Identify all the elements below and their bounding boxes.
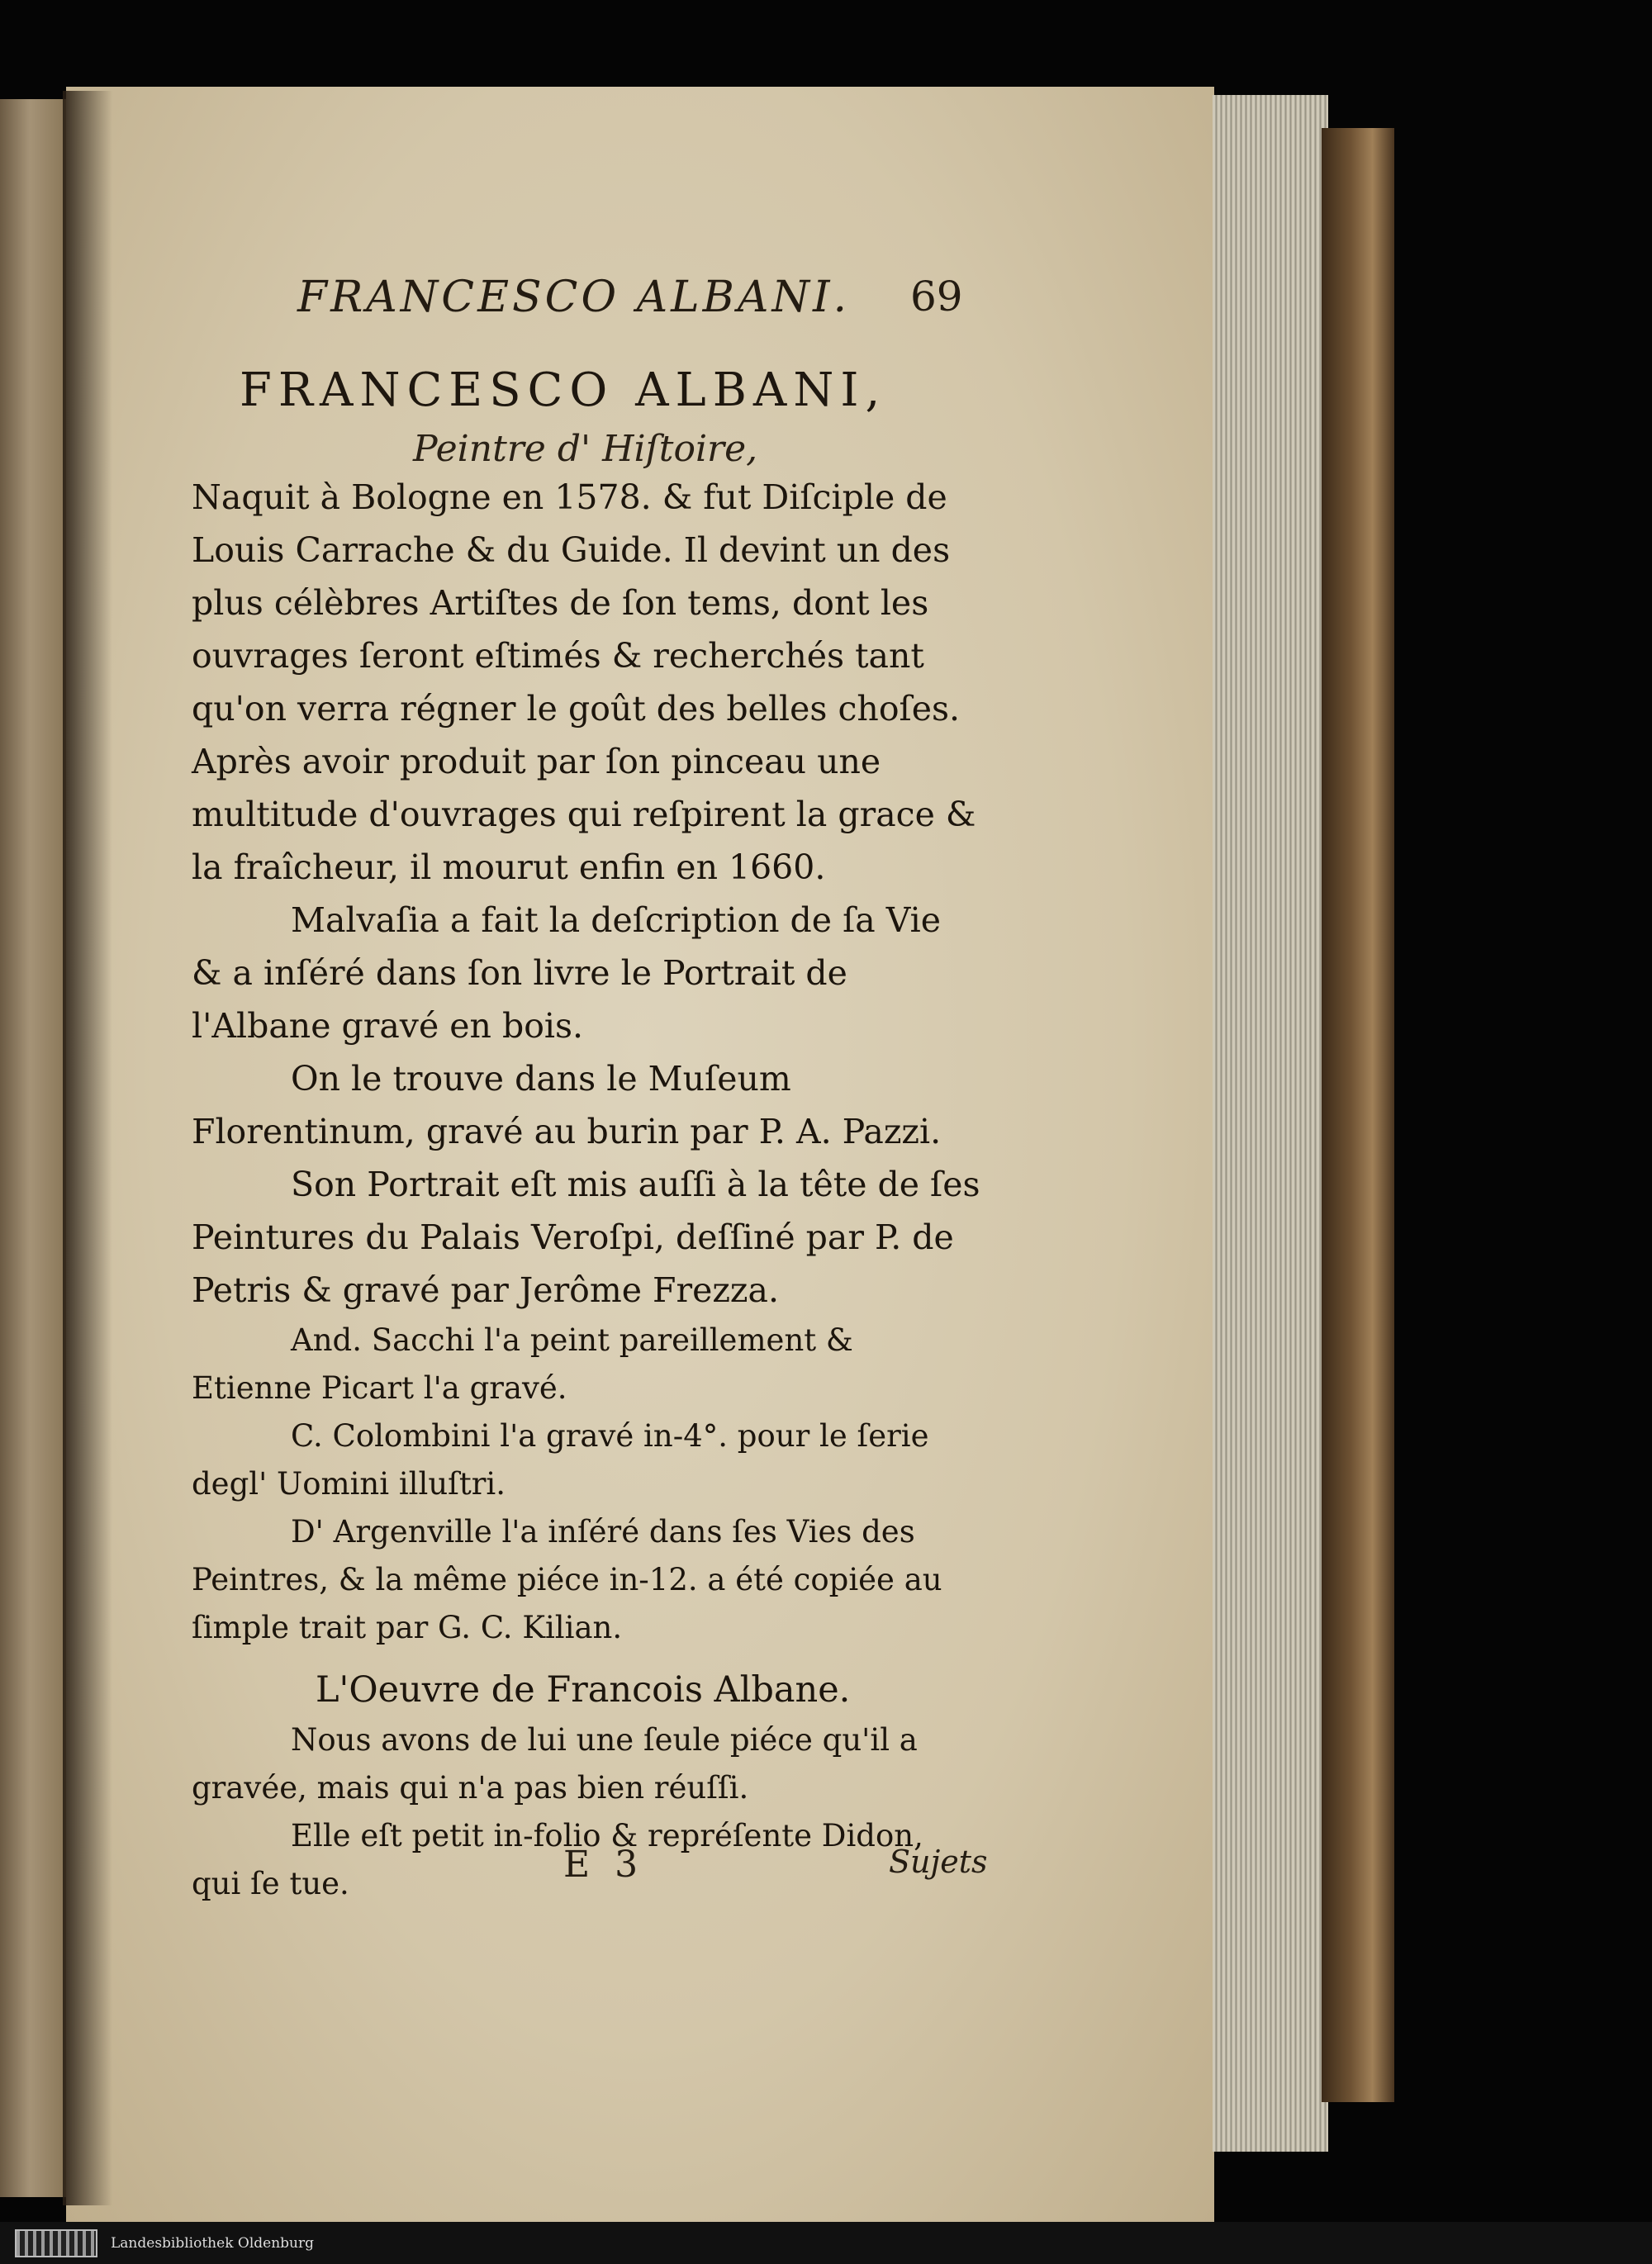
- body-text: [192, 471, 980, 1908]
- book-cover-edge: [1322, 128, 1394, 2102]
- section-heading: L'Oeuvre de Francois Albane.: [316, 1669, 851, 1711]
- paragraph: And. Sacchi l'a peint pareillement & Etienne Picart l'a gravé.: [192, 1322, 853, 1406]
- paragraph: Nous avons de lui une ſeule piéce qu'il a gravée, mais qui n'a pas bien réuſſi.: [192, 1722, 918, 1806]
- page-number: 69: [910, 273, 963, 320]
- paragraph: C. Colombini l'a gravé in-4°. pour le ſerie degl' Uomini illuſtri.: [192, 1418, 929, 1502]
- entry-subtitle: Peintre d' Hiſtoire,: [413, 428, 758, 470]
- page-edges: [1213, 95, 1328, 2152]
- paragraph: Naquit à Bologne en 1578. & fut Diſciple de Louis Carrache & du Guide. Il devint un des plus célèbres Artiſtes de ſon tems, dont les ouvrages ſeront eſtimés & recherchés tant qu'on verra régner le goût des belles choſes. Après avoir produit par ſon pinceau une multitude d'ouvrages qui reſpirent la grace & la fraîcheur, il mourut enfin en 1660.: [192, 477, 976, 887]
- signature-mark: E 3: [563, 1844, 645, 1886]
- paragraph: Malvaſia a fait la deſcription de ſa Vie & a inſéré dans ſon livre le Portrait de l'Albane gravé en bois.: [192, 900, 941, 1046]
- entry-title: FRANCESCO ALBANI,: [240, 363, 887, 417]
- running-head: FRANCESCO ALBANI.: [297, 273, 851, 322]
- library-name: Landesbibliothek Oldenburg: [111, 2234, 315, 2252]
- paragraph: Elle eſt petit in-folio & repréſente Didon, qui ſe tue.: [192, 1818, 923, 1901]
- footer-bar: [0, 2222, 1652, 2264]
- library-logo-icon: [15, 2229, 97, 2257]
- paragraph: D' Argenville l'a inſéré dans ſes Vies des Peintres, & la même piéce in-12. a été copiée au ſimple trait par G. C. Kilian.: [192, 1514, 942, 1645]
- left-page-edge: [0, 99, 69, 2197]
- catchword: Sujets: [889, 1844, 988, 1880]
- paragraph: Son Portrait eſt mis auſſi à la tête de ſes Peintures du Palais Veroſpi, deſſiné par P. de Petris & gravé par Jerôme Frezza.: [192, 1165, 980, 1310]
- paragraph: On le trouve dans le Muſeum Florentinum, gravé au burin par P. A. Pazzi.: [192, 1059, 942, 1151]
- spine-shadow: [63, 91, 112, 2205]
